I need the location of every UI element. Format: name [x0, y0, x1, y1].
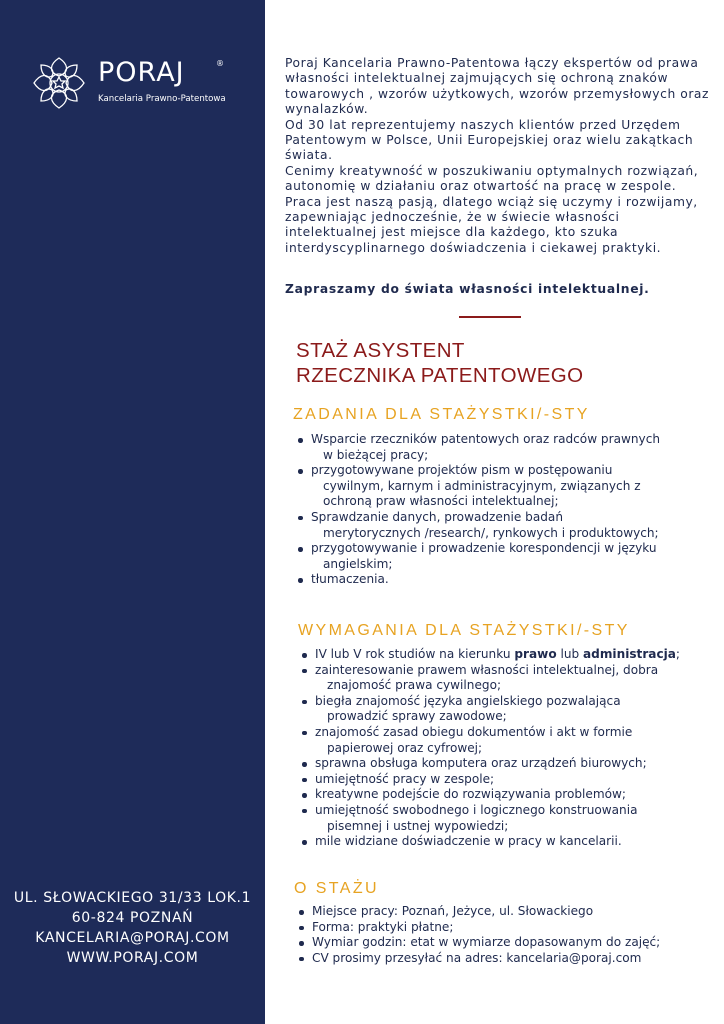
brand-subtitle: Kancelaria Prawno-Patentowa [98, 94, 226, 104]
divider [459, 316, 521, 318]
contact-city: 60-824 POZNAŃ [71, 910, 194, 926]
contact-block [0, 888, 265, 968]
about-heading: O STAŻU [294, 880, 379, 897]
contact-email[interactable]: KANCELARIA@PORAJ.COM [35, 930, 230, 946]
intro-paragraph: Poraj Kancelaria Prawno-Patentowa łączy ekspertów od prawa własności intelektualnej zajmujących się ochroną znaków towarowych , wzorów użytkowych, wzorów przemysłowych oraz wynalazków. [285, 56, 710, 117]
list-item: sprawna obsługa komputera oraz urządzeń biurowych; [300, 756, 715, 772]
about-list [297, 904, 715, 966]
contact-street: UL. SŁOWACKIEGO 31/33 LOK.1 [13, 890, 252, 906]
list-item: umiejętność swobodnego i logicznego konstruowania pisemnej i ustnej wypowiedzi; [300, 803, 715, 834]
intro-paragraph: Cenimy kreatywność w poszukiwaniu optymalnych rozwiązań, autonomię w działaniu oraz otwartość na pracę w zespole. [285, 163, 699, 194]
intro-paragraph: Praca jest naszą pasją, dlatego wciąż się uczymy i rozwijamy, zapewniając jednocześnie, że w świecie własności intelektualnej jest miejsce dla każdego, kto szuka interdyscyplinarnego doświadczenia i ciekawej praktyki. [285, 194, 698, 255]
list-item: umiejętność pracy w zespole; [300, 772, 715, 788]
requirements-list [300, 647, 715, 850]
invite-text: Zapraszamy do świata własności intelektualnej. [285, 282, 650, 296]
list-item: kreatywne podejście do rozwiązywania problemów; [300, 787, 715, 803]
brand-name: PORAJ [98, 57, 185, 88]
tasks-heading: ZADANIA DLA STAŻYSTKI/-STY [293, 406, 590, 423]
list-item: mile widziane doświadczenie w pracy w kancelarii. [300, 834, 715, 850]
list-item: IV lub V rok studiów na kierunku prawo lub administracja; [300, 647, 715, 663]
sidebar [0, 0, 265, 1024]
logo [30, 54, 240, 114]
list-item: CV prosimy przesyłać na adres: kancelaria@poraj.com [297, 951, 715, 967]
list-item: Miejsce pracy: Poznań, Jeżyce, ul. Słowackiego [297, 904, 715, 920]
list-item: biegła znajomość języka angielskiego pozwalająca prowadzić sprawy zawodowe; [300, 694, 715, 725]
rose-logo-icon [30, 54, 88, 112]
list-item: znajomość zasad obiegu dokumentów i akt w formie papierowej oraz cyfrowej; [300, 725, 715, 756]
title-line: STAŻ ASYSTENT [296, 339, 465, 362]
title-line: RZECZNIKA PATENTOWEGO [296, 364, 584, 387]
page-title [296, 338, 583, 388]
list-item: tłumaczenia. [296, 572, 716, 588]
registered-mark: ® [216, 59, 224, 68]
intro-text [285, 56, 715, 256]
list-item: przygotowywane projektów pism w postępowaniu cywilnym, karnym i administracyjnym, związanych z ochroną praw własności intelektualnej; [296, 463, 716, 510]
tasks-list [296, 432, 716, 588]
requirements-heading: WYMAGANIA DLA STAŻYSTKI/-STY [298, 622, 630, 639]
list-item: Wymiar godzin: etat w wymiarze dopasowanym do zajęć; [297, 935, 715, 951]
list-item: Sprawdzanie danych, prowadzenie badań merytorycznych /research/, rynkowych i produktowych; [296, 510, 716, 541]
contact-website[interactable]: WWW.PORAJ.COM [66, 950, 199, 966]
intro-paragraph: Od 30 lat reprezentujemy naszych klientów przed Urzędem Patentowym w Polsce, Unii Europejskiej oraz wielu zakątkach świata. [285, 117, 694, 163]
list-item: Forma: praktyki płatne; [297, 920, 715, 936]
list-item: zainteresowanie prawem własności intelektualnej, dobra znajomość prawa cywilnego; [300, 663, 715, 694]
list-item: Wsparcie rzeczników patentowych oraz radców prawnych w bieżącej pracy; [296, 432, 716, 463]
list-item: przygotowywanie i prowadzenie korespondencji w języku angielskim; [296, 541, 716, 572]
